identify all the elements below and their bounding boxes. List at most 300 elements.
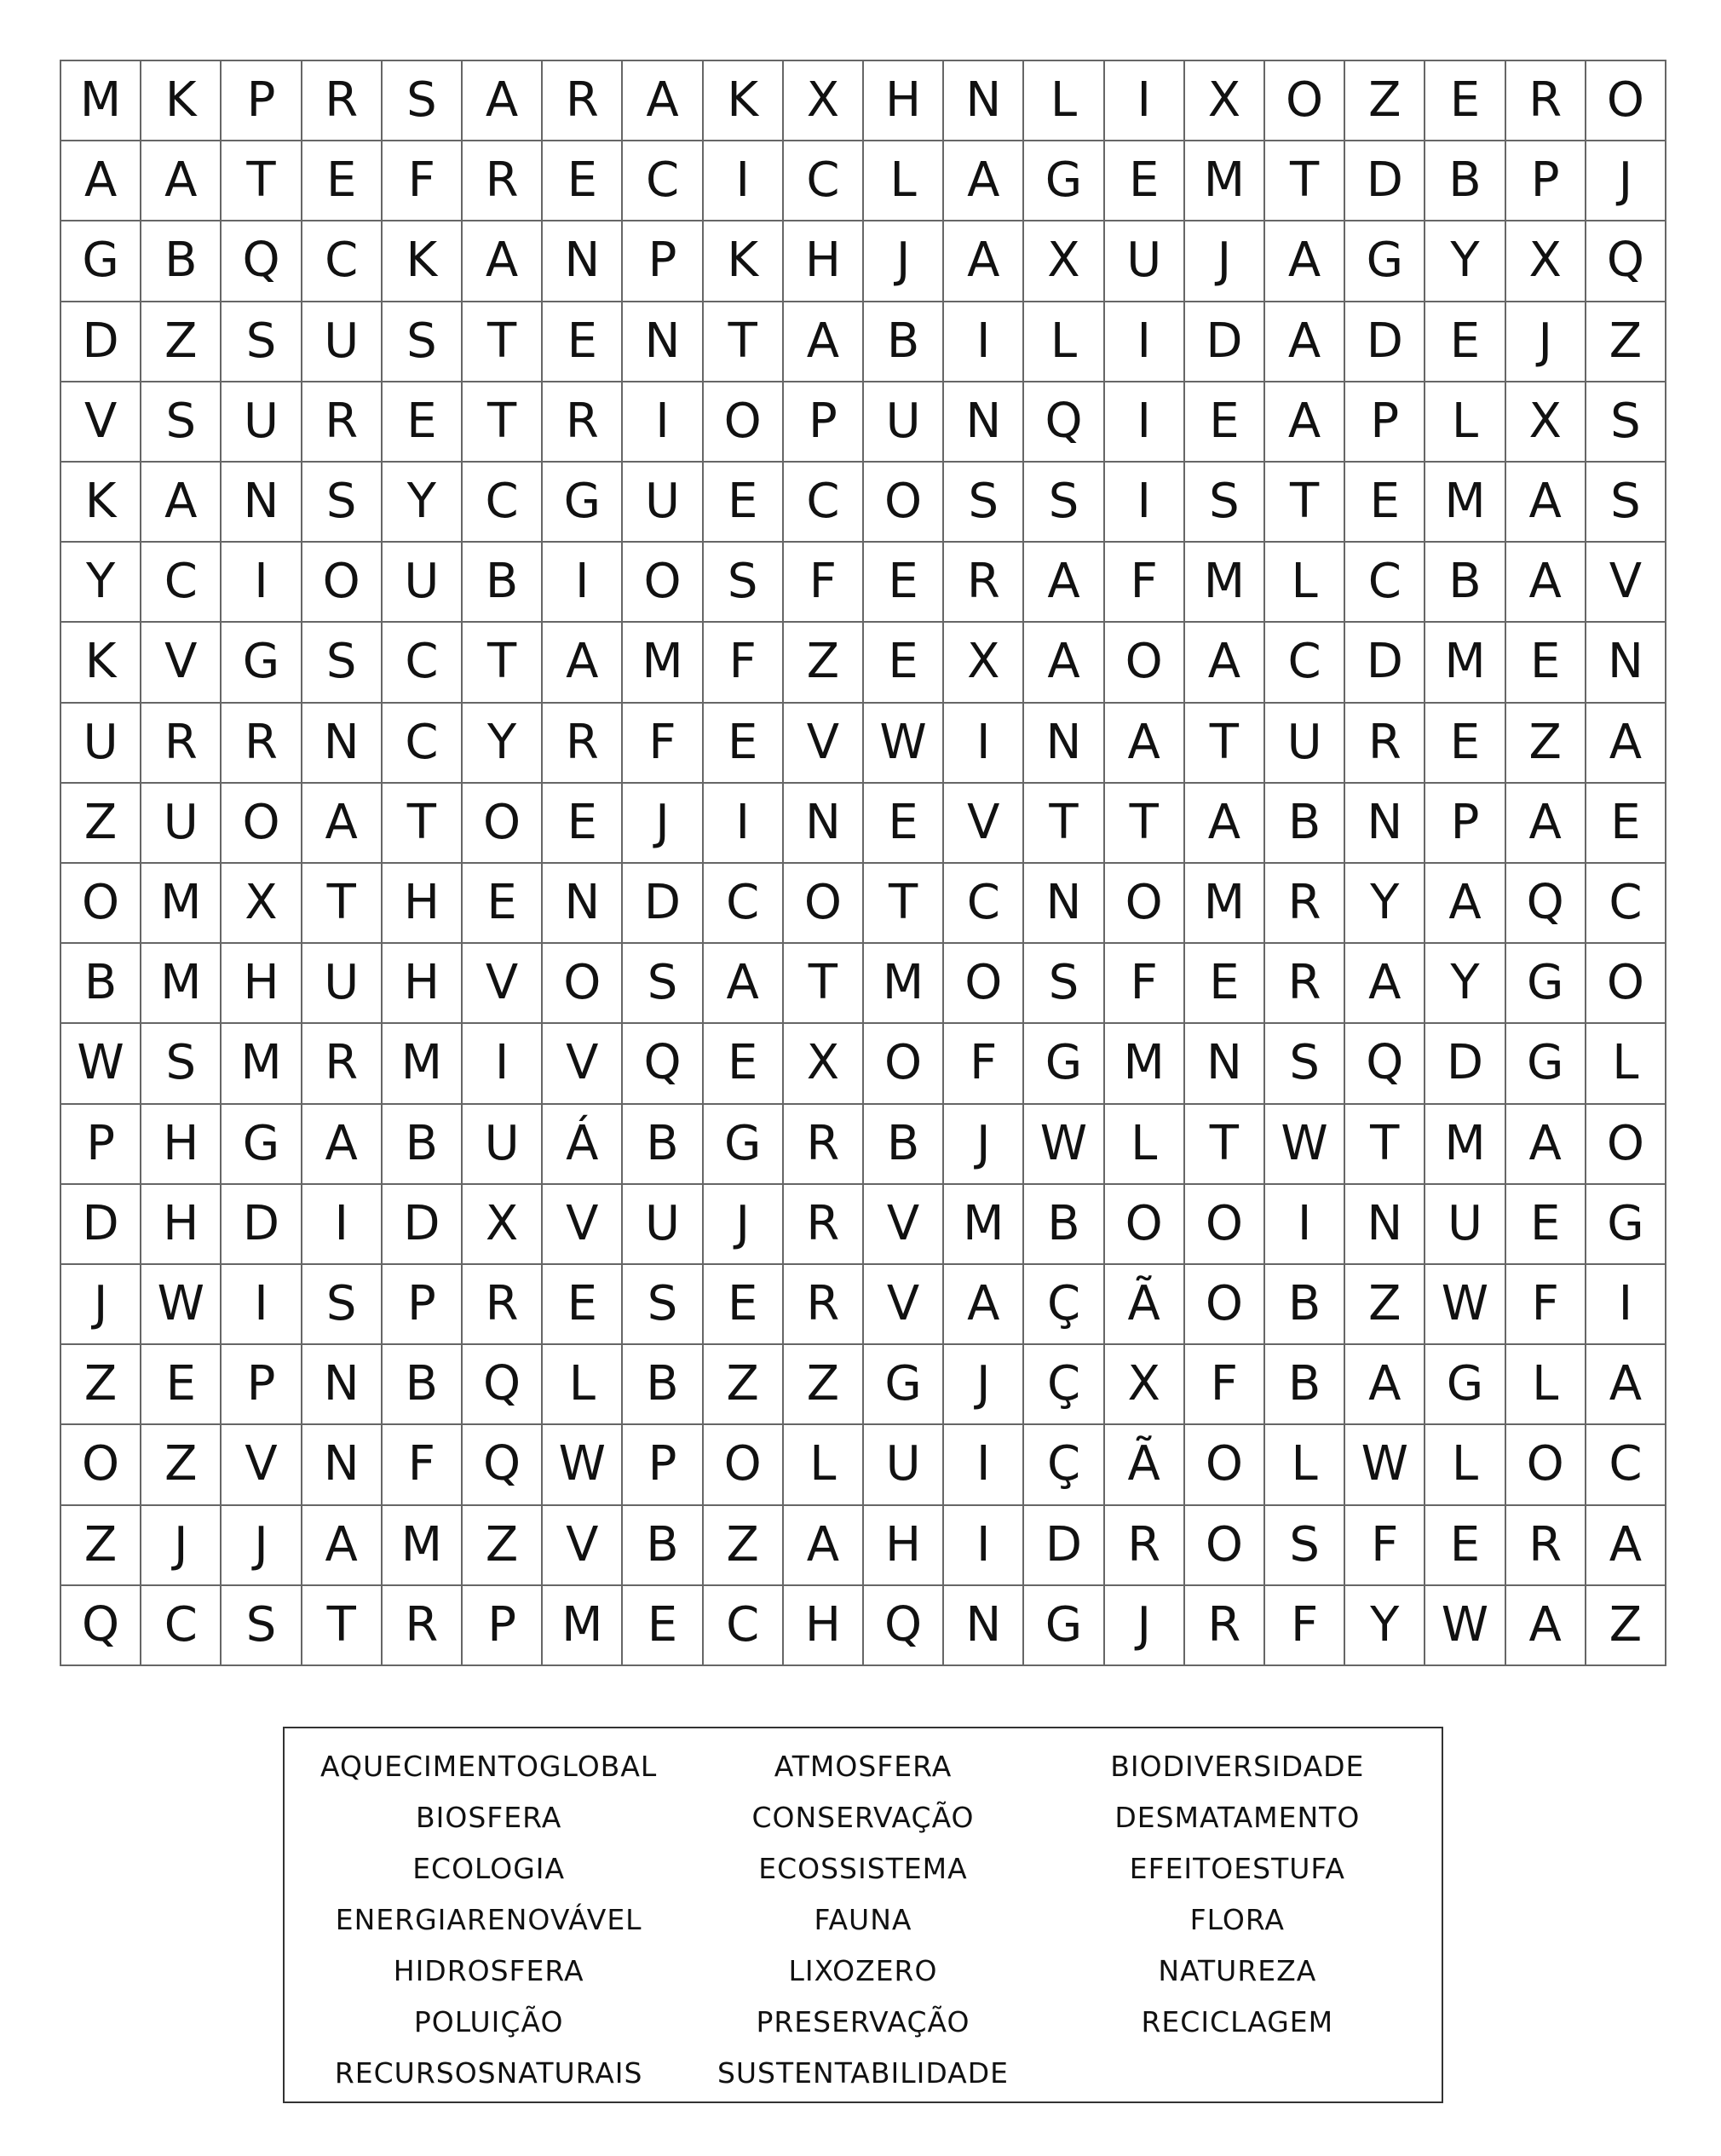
grid-cell[interactable]: D [1425,1024,1505,1104]
grid-cell[interactable]: W [1345,1425,1425,1505]
grid-cell[interactable]: Y [61,543,141,623]
grid-cell[interactable]: A [61,141,141,221]
grid-cell[interactable]: X [784,61,864,141]
grid-cell[interactable]: D [383,1185,463,1265]
grid-cell[interactable]: A [944,141,1024,221]
grid-cell[interactable]: N [543,864,623,944]
grid-cell[interactable]: C [784,463,864,543]
grid-cell[interactable]: E [704,704,784,784]
grid-cell[interactable]: D [222,1185,302,1265]
grid-cell[interactable]: F [1105,543,1185,623]
grid-cell[interactable]: W [1024,1105,1104,1185]
grid-cell[interactable]: E [543,141,623,221]
grid-cell[interactable]: Y [1345,864,1425,944]
grid-cell[interactable]: B [1425,141,1505,221]
grid-cell[interactable]: R [141,704,222,784]
grid-cell[interactable]: F [1105,944,1185,1024]
grid-cell[interactable]: O [1586,61,1666,141]
grid-cell[interactable]: R [1265,864,1345,944]
grid-cell[interactable]: I [543,543,623,623]
grid-cell[interactable]: E [1506,1185,1586,1265]
grid-cell[interactable]: A [1586,704,1666,784]
grid-cell[interactable]: A [302,1506,383,1586]
grid-cell[interactable]: M [383,1024,463,1104]
grid-cell[interactable]: N [302,1345,383,1425]
grid-cell[interactable]: Ç [1024,1425,1104,1505]
grid-cell[interactable]: Y [383,463,463,543]
grid-cell[interactable]: O [1185,1506,1265,1586]
grid-cell[interactable]: R [302,61,383,141]
grid-cell[interactable]: P [222,61,302,141]
grid-cell[interactable]: B [623,1345,703,1425]
grid-cell[interactable]: A [1265,382,1345,463]
grid-cell[interactable]: D [1185,302,1265,382]
grid-cell[interactable]: R [784,1185,864,1265]
grid-cell[interactable]: S [302,1265,383,1345]
grid-cell[interactable]: F [944,1024,1024,1104]
grid-cell[interactable]: U [222,382,302,463]
grid-cell[interactable]: A [1506,1105,1586,1185]
grid-cell[interactable]: G [61,221,141,302]
grid-cell[interactable]: C [463,463,543,543]
grid-cell[interactable]: L [1425,382,1505,463]
grid-cell[interactable]: Ç [1024,1265,1104,1345]
grid-cell[interactable]: H [383,944,463,1024]
grid-cell[interactable]: V [864,1185,944,1265]
grid-cell[interactable]: I [1265,1185,1345,1265]
grid-cell[interactable]: U [623,1185,703,1265]
grid-cell[interactable]: B [1024,1185,1104,1265]
grid-cell[interactable]: X [463,1185,543,1265]
grid-cell[interactable]: Z [61,784,141,864]
grid-cell[interactable]: B [623,1506,703,1586]
grid-cell[interactable]: Z [1586,1586,1666,1666]
grid-cell[interactable]: R [302,382,383,463]
grid-cell[interactable]: I [1105,302,1185,382]
grid-cell[interactable]: O [61,1425,141,1505]
grid-cell[interactable]: A [1425,864,1505,944]
grid-cell[interactable]: Z [141,1425,222,1505]
grid-cell[interactable]: E [704,1265,784,1345]
grid-cell[interactable]: K [383,221,463,302]
grid-cell[interactable]: F [1506,1265,1586,1345]
grid-cell[interactable]: Z [1345,1265,1425,1345]
grid-cell[interactable]: M [543,1586,623,1666]
grid-cell[interactable]: U [61,704,141,784]
grid-cell[interactable]: V [944,784,1024,864]
grid-cell[interactable]: H [784,221,864,302]
grid-cell[interactable]: U [1265,704,1345,784]
grid-cell[interactable]: P [383,1265,463,1345]
grid-cell[interactable]: L [1586,1024,1666,1104]
grid-cell[interactable]: T [1105,784,1185,864]
grid-cell[interactable]: D [61,1185,141,1265]
grid-cell[interactable]: C [302,221,383,302]
grid-cell[interactable]: R [222,704,302,784]
grid-cell[interactable]: U [141,784,222,864]
grid-cell[interactable]: U [1105,221,1185,302]
grid-cell[interactable]: P [623,221,703,302]
grid-cell[interactable]: L [1105,1105,1185,1185]
grid-cell[interactable]: U [463,1105,543,1185]
grid-cell[interactable]: N [944,61,1024,141]
grid-cell[interactable]: R [1105,1506,1185,1586]
grid-cell[interactable]: O [1506,1425,1586,1505]
grid-cell[interactable]: S [944,463,1024,543]
grid-cell[interactable]: V [222,1425,302,1505]
grid-cell[interactable]: A [141,463,222,543]
grid-cell[interactable]: R [543,704,623,784]
grid-cell[interactable]: E [1425,302,1505,382]
grid-cell[interactable]: X [222,864,302,944]
grid-cell[interactable]: N [623,302,703,382]
grid-cell[interactable]: J [864,221,944,302]
grid-cell[interactable]: Z [61,1506,141,1586]
grid-cell[interactable]: N [1586,623,1666,703]
grid-cell[interactable]: G [1024,141,1104,221]
grid-cell[interactable]: M [1185,543,1265,623]
grid-cell[interactable]: Z [704,1345,784,1425]
grid-cell[interactable]: T [463,382,543,463]
grid-cell[interactable]: T [1265,141,1345,221]
grid-cell[interactable]: P [784,382,864,463]
grid-cell[interactable]: A [1345,1345,1425,1425]
grid-cell[interactable]: F [784,543,864,623]
grid-cell[interactable]: O [222,784,302,864]
grid-cell[interactable]: Y [1425,221,1505,302]
grid-cell[interactable]: O [463,784,543,864]
grid-cell[interactable]: Ã [1105,1265,1185,1345]
grid-cell[interactable]: G [1024,1024,1104,1104]
grid-cell[interactable]: Z [784,1345,864,1425]
grid-cell[interactable]: C [784,141,864,221]
grid-cell[interactable]: K [141,61,222,141]
grid-cell[interactable]: G [864,1345,944,1425]
grid-cell[interactable]: F [1265,1586,1345,1666]
grid-cell[interactable]: T [1185,704,1265,784]
grid-cell[interactable]: I [463,1024,543,1104]
grid-cell[interactable]: J [623,784,703,864]
grid-cell[interactable]: A [784,1506,864,1586]
grid-cell[interactable]: G [222,623,302,703]
grid-cell[interactable]: G [1425,1345,1505,1425]
grid-cell[interactable]: X [1506,382,1586,463]
grid-cell[interactable]: O [623,543,703,623]
grid-cell[interactable]: R [784,1105,864,1185]
grid-cell[interactable]: R [1506,1506,1586,1586]
grid-cell[interactable]: S [141,382,222,463]
grid-cell[interactable]: N [944,1586,1024,1666]
grid-cell[interactable]: O [784,864,864,944]
grid-cell[interactable]: J [704,1185,784,1265]
grid-cell[interactable]: M [141,944,222,1024]
grid-cell[interactable]: Y [1345,1586,1425,1666]
grid-cell[interactable]: Q [463,1425,543,1505]
grid-cell[interactable]: D [1024,1506,1104,1586]
grid-cell[interactable]: A [302,1105,383,1185]
grid-cell[interactable]: T [302,1586,383,1666]
grid-cell[interactable]: S [623,1265,703,1345]
grid-cell[interactable]: C [141,543,222,623]
grid-cell[interactable]: O [864,463,944,543]
grid-cell[interactable]: L [1265,1425,1345,1505]
grid-cell[interactable]: W [1425,1265,1505,1345]
grid-cell[interactable]: Q [1345,1024,1425,1104]
grid-cell[interactable]: N [1185,1024,1265,1104]
grid-cell[interactable]: B [1265,1345,1345,1425]
grid-cell[interactable]: G [1024,1586,1104,1666]
grid-cell[interactable]: W [1265,1105,1345,1185]
grid-cell[interactable]: B [864,302,944,382]
grid-cell[interactable]: S [222,1586,302,1666]
grid-cell[interactable]: T [704,302,784,382]
grid-cell[interactable]: T [1024,784,1104,864]
grid-cell[interactable]: A [944,221,1024,302]
grid-cell[interactable]: Q [1586,221,1666,302]
grid-cell[interactable]: O [944,944,1024,1024]
grid-cell[interactable]: D [623,864,703,944]
grid-cell[interactable]: N [302,704,383,784]
grid-cell[interactable]: N [543,221,623,302]
grid-cell[interactable]: E [864,623,944,703]
grid-cell[interactable]: O [1185,1425,1265,1505]
grid-cell[interactable]: E [623,1586,703,1666]
grid-cell[interactable]: F [1345,1506,1425,1586]
grid-cell[interactable]: B [61,944,141,1024]
grid-cell[interactable]: J [944,1105,1024,1185]
grid-cell[interactable]: B [463,543,543,623]
grid-cell[interactable]: O [1586,1105,1666,1185]
grid-cell[interactable]: R [944,543,1024,623]
grid-cell[interactable]: P [1345,382,1425,463]
grid-cell[interactable]: F [383,1425,463,1505]
grid-cell[interactable]: R [784,1265,864,1345]
grid-cell[interactable]: A [1506,1586,1586,1666]
grid-cell[interactable]: G [1345,221,1425,302]
grid-cell[interactable]: N [784,784,864,864]
grid-cell[interactable]: A [784,302,864,382]
grid-cell[interactable]: Y [1425,944,1505,1024]
grid-cell[interactable]: Q [463,1345,543,1425]
grid-cell[interactable]: C [623,141,703,221]
grid-cell[interactable]: Q [61,1586,141,1666]
grid-cell[interactable]: V [784,704,864,784]
grid-cell[interactable]: L [784,1425,864,1505]
grid-cell[interactable]: M [383,1506,463,1586]
grid-cell[interactable]: U [623,463,703,543]
grid-cell[interactable]: V [1586,543,1666,623]
grid-cell[interactable]: E [864,543,944,623]
grid-cell[interactable]: K [704,61,784,141]
grid-cell[interactable]: M [623,623,703,703]
grid-cell[interactable]: R [302,1024,383,1104]
grid-cell[interactable]: I [704,784,784,864]
grid-cell[interactable]: A [302,784,383,864]
grid-cell[interactable]: P [222,1345,302,1425]
grid-cell[interactable]: N [222,463,302,543]
grid-cell[interactable]: C [1265,623,1345,703]
grid-cell[interactable]: A [1265,221,1345,302]
grid-cell[interactable]: E [1345,463,1425,543]
grid-cell[interactable]: A [543,623,623,703]
grid-cell[interactable]: Q [623,1024,703,1104]
grid-cell[interactable]: C [1586,864,1666,944]
grid-cell[interactable]: Q [222,221,302,302]
grid-cell[interactable]: X [1105,1345,1185,1425]
grid-cell[interactable]: M [864,944,944,1024]
grid-cell[interactable]: T [302,864,383,944]
grid-cell[interactable]: A [1586,1345,1666,1425]
grid-cell[interactable]: W [141,1265,222,1345]
grid-cell[interactable]: G [704,1105,784,1185]
grid-cell[interactable]: A [1185,784,1265,864]
grid-cell[interactable]: N [1345,784,1425,864]
grid-cell[interactable]: A [463,61,543,141]
grid-cell[interactable]: I [623,382,703,463]
grid-cell[interactable]: S [1265,1506,1345,1586]
grid-cell[interactable]: M [1185,141,1265,221]
grid-cell[interactable]: O [543,944,623,1024]
grid-cell[interactable]: A [1185,623,1265,703]
grid-cell[interactable]: V [864,1265,944,1345]
grid-cell[interactable]: V [543,1185,623,1265]
grid-cell[interactable]: L [864,141,944,221]
grid-cell[interactable]: R [463,1265,543,1345]
grid-cell[interactable]: K [61,463,141,543]
grid-cell[interactable]: J [1105,1586,1185,1666]
grid-cell[interactable]: S [383,61,463,141]
grid-cell[interactable]: Q [1024,382,1104,463]
grid-cell[interactable]: M [222,1024,302,1104]
grid-cell[interactable]: Z [704,1506,784,1586]
grid-cell[interactable]: L [1425,1425,1505,1505]
grid-cell[interactable]: W [864,704,944,784]
grid-cell[interactable]: R [383,1586,463,1666]
grid-cell[interactable]: O [1185,1185,1265,1265]
grid-cell[interactable]: R [1185,1586,1265,1666]
grid-cell[interactable]: T [463,302,543,382]
grid-cell[interactable]: A [463,221,543,302]
grid-cell[interactable]: T [1185,1105,1265,1185]
grid-cell[interactable]: E [543,1265,623,1345]
grid-cell[interactable]: A [1024,623,1104,703]
grid-cell[interactable]: V [463,944,543,1024]
grid-cell[interactable]: M [944,1185,1024,1265]
grid-cell[interactable]: H [141,1105,222,1185]
grid-cell[interactable]: C [141,1586,222,1666]
grid-cell[interactable]: M [1425,463,1505,543]
grid-cell[interactable]: D [61,302,141,382]
grid-cell[interactable]: I [944,1425,1024,1505]
grid-cell[interactable]: I [944,704,1024,784]
grid-cell[interactable]: C [1345,543,1425,623]
grid-cell[interactable]: H [784,1586,864,1666]
grid-cell[interactable]: I [1105,382,1185,463]
grid-cell[interactable]: O [1265,61,1345,141]
grid-cell[interactable]: C [1586,1425,1666,1505]
grid-cell[interactable]: L [1265,543,1345,623]
grid-cell[interactable]: M [141,864,222,944]
grid-cell[interactable]: B [864,1105,944,1185]
grid-cell[interactable]: Z [784,623,864,703]
grid-cell[interactable]: N [302,1425,383,1505]
grid-cell[interactable]: J [141,1506,222,1586]
grid-cell[interactable]: T [864,864,944,944]
grid-cell[interactable]: F [623,704,703,784]
grid-cell[interactable]: T [383,784,463,864]
grid-cell[interactable]: R [1345,704,1425,784]
grid-cell[interactable]: O [1105,1185,1185,1265]
grid-cell[interactable]: B [1265,1265,1345,1345]
grid-cell[interactable]: M [1105,1024,1185,1104]
grid-cell[interactable]: E [1185,944,1265,1024]
grid-cell[interactable]: H [141,1185,222,1265]
grid-cell[interactable]: E [1586,784,1666,864]
grid-cell[interactable]: F [704,623,784,703]
grid-cell[interactable]: G [222,1105,302,1185]
grid-cell[interactable]: G [1586,1185,1666,1265]
grid-cell[interactable]: S [222,302,302,382]
grid-cell[interactable]: V [141,623,222,703]
grid-cell[interactable]: E [1185,382,1265,463]
grid-cell[interactable]: E [141,1345,222,1425]
grid-cell[interactable]: J [1185,221,1265,302]
grid-cell[interactable]: M [1185,864,1265,944]
grid-cell[interactable]: M [61,61,141,141]
grid-cell[interactable]: P [1506,141,1586,221]
grid-cell[interactable]: Z [61,1345,141,1425]
grid-cell[interactable]: Z [1506,704,1586,784]
grid-cell[interactable]: K [61,623,141,703]
grid-cell[interactable]: V [543,1506,623,1586]
grid-cell[interactable]: A [1506,784,1586,864]
grid-cell[interactable]: A [141,141,222,221]
grid-cell[interactable]: N [1024,704,1104,784]
grid-cell[interactable]: S [623,944,703,1024]
grid-cell[interactable]: B [1425,543,1505,623]
grid-cell[interactable]: R [543,61,623,141]
grid-cell[interactable]: S [1024,944,1104,1024]
grid-cell[interactable]: H [864,61,944,141]
grid-cell[interactable]: D [1345,141,1425,221]
grid-cell[interactable]: G [543,463,623,543]
grid-cell[interactable]: U [302,302,383,382]
grid-cell[interactable]: V [61,382,141,463]
grid-cell[interactable]: A [1506,463,1586,543]
grid-cell[interactable]: E [543,302,623,382]
grid-cell[interactable]: E [1506,623,1586,703]
grid-cell[interactable]: E [1425,1506,1505,1586]
grid-cell[interactable]: R [543,382,623,463]
grid-cell[interactable]: C [944,864,1024,944]
grid-cell[interactable]: U [302,944,383,1024]
grid-cell[interactable]: Ç [1024,1345,1104,1425]
grid-cell[interactable]: I [302,1185,383,1265]
grid-cell[interactable]: E [1105,141,1185,221]
grid-cell[interactable]: I [944,302,1024,382]
grid-cell[interactable]: L [1024,302,1104,382]
grid-cell[interactable]: H [383,864,463,944]
grid-cell[interactable]: I [944,1506,1024,1586]
grid-cell[interactable]: O [864,1024,944,1104]
grid-cell[interactable]: N [944,382,1024,463]
grid-cell[interactable]: C [383,623,463,703]
grid-cell[interactable]: I [704,141,784,221]
grid-cell[interactable]: P [61,1105,141,1185]
grid-cell[interactable]: I [1105,61,1185,141]
grid-cell[interactable]: B [623,1105,703,1185]
grid-cell[interactable]: L [1506,1345,1586,1425]
